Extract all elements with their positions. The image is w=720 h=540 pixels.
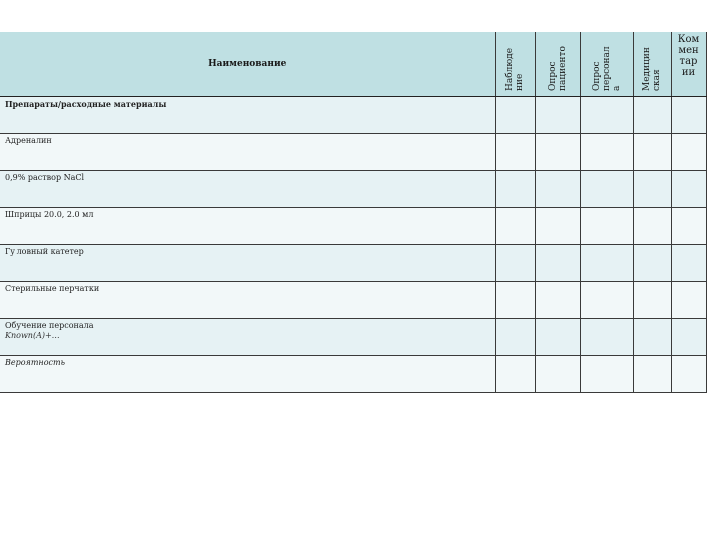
table-cell[interactable] — [535, 171, 580, 208]
header-staff-survey: Опрос персонал а — [580, 32, 633, 97]
row-label: Шприцы 20.0, 2.0 мл — [0, 208, 495, 245]
table-cell[interactable] — [495, 282, 535, 319]
table-cell[interactable] — [495, 97, 535, 134]
table-cell[interactable] — [580, 356, 633, 393]
table-row — [0, 134, 706, 171]
table-cell[interactable] — [671, 171, 706, 208]
table-cell[interactable] — [633, 208, 671, 245]
table-row — [0, 97, 706, 134]
row-label: Препараты/расходные материалы — [0, 97, 495, 134]
table-cell[interactable] — [535, 97, 580, 134]
header-comments: Ком мен тар ии — [671, 32, 706, 97]
table-cell[interactable] — [633, 282, 671, 319]
table-cell[interactable] — [633, 97, 671, 134]
table-cell[interactable] — [633, 171, 671, 208]
table-cell[interactable] — [580, 245, 633, 282]
table-cell[interactable] — [671, 97, 706, 134]
row-label: Адреналин — [0, 134, 495, 171]
table-cell[interactable] — [495, 134, 535, 171]
table-cell[interactable] — [580, 282, 633, 319]
table-cell[interactable] — [535, 356, 580, 393]
table-cell[interactable] — [535, 282, 580, 319]
row-label: 0,9% раствор NaCl — [0, 171, 495, 208]
table-cell[interactable] — [580, 171, 633, 208]
header-row — [0, 32, 706, 97]
table-cell[interactable] — [671, 356, 706, 393]
table-row — [0, 356, 706, 393]
table-cell[interactable] — [671, 319, 706, 356]
table-cell[interactable] — [580, 208, 633, 245]
header-medical: Медицин ская — [633, 32, 671, 97]
table-cell[interactable] — [633, 134, 671, 171]
table-cell[interactable] — [535, 134, 580, 171]
table-cell[interactable] — [580, 319, 633, 356]
row-label: Вероятность — [0, 356, 495, 393]
table-cell[interactable] — [633, 245, 671, 282]
table-cell[interactable] — [580, 134, 633, 171]
assessment-table — [0, 32, 707, 393]
row-label: Обучение персонала Known(A)+… — [0, 319, 495, 356]
table-row — [0, 245, 706, 282]
table-cell[interactable] — [671, 282, 706, 319]
table-cell[interactable] — [633, 319, 671, 356]
row-label: Гу ловный катетер — [0, 245, 495, 282]
table-cell[interactable] — [671, 134, 706, 171]
table-cell[interactable] — [633, 356, 671, 393]
table-cell[interactable] — [495, 245, 535, 282]
table-cell[interactable] — [671, 245, 706, 282]
table-cell[interactable] — [535, 208, 580, 245]
table-cell[interactable] — [495, 208, 535, 245]
table-row — [0, 208, 706, 245]
row-sublabel: Known(A)+… — [5, 331, 60, 340]
table-row — [0, 282, 706, 319]
table-cell[interactable] — [495, 171, 535, 208]
table-row — [0, 319, 706, 356]
table-cell[interactable] — [535, 319, 580, 356]
table-cell[interactable] — [495, 319, 535, 356]
table-cell[interactable] — [495, 356, 535, 393]
table-cell[interactable] — [671, 208, 706, 245]
table-row — [0, 171, 706, 208]
table-cell[interactable] — [535, 245, 580, 282]
row-label: Стерильные перчатки — [0, 282, 495, 319]
header-observation: Наблюде ние — [495, 32, 535, 97]
header-name: Наименование — [0, 32, 495, 97]
header-patient-survey: Опрос пациенто — [535, 32, 580, 97]
table-cell[interactable] — [580, 97, 633, 134]
